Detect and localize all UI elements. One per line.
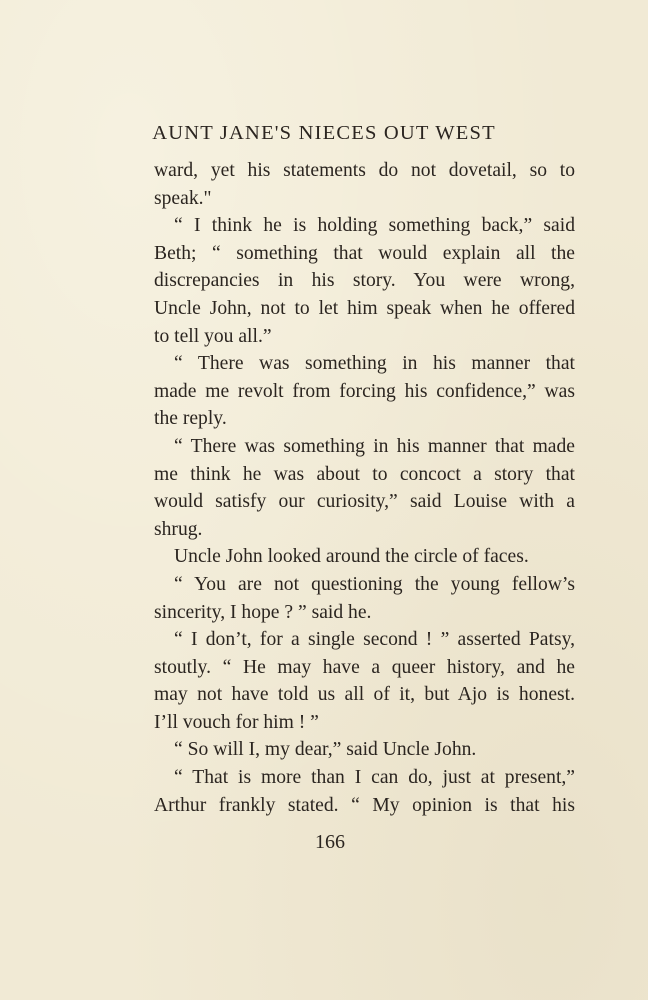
text-line: to tell you all.” [154,325,272,347]
text-line: the reply. [154,408,227,430]
running-head: AUNT JANE'S NIECES OUT WEST [152,122,496,144]
text-line: sincerity, I hope ? ” said he. [154,601,372,623]
text-line: Arthur frankly stated. “ My opinion is that his [154,794,575,816]
body-text [154,157,575,819]
text-line: “ You are not questioning the young fellow’s [174,573,575,595]
text-line: “ So will I, my dear,” said Uncle John. [174,739,477,761]
text-line: made me revolt from forcing his confidence,” was [154,380,575,402]
text-line: “ I think he is holding something back,” said [174,215,575,237]
text-line: may not have told us all of it, but Ajo is honest. [154,684,575,706]
text-line: I’ll vouch for him ! ” [154,711,319,733]
text-line: me think he was about to concoct a story that [154,463,575,485]
text-line: would satisfy our curiosity,” said Louise with a [154,491,575,513]
page-number: 166 [315,831,345,853]
text-line: Uncle John, not to let him speak when he offered [154,297,575,319]
text-line: “ There was something in his manner that [174,353,575,375]
text-line: “ That is more than I can do, just at present,” [174,767,575,789]
text-line: Uncle John looked around the circle of faces. [174,546,529,568]
text-line: shrug. [154,518,203,540]
text-line: ward, yet his statements do not dovetail, so to [154,160,575,181]
text-line: discrepancies in his story. You were wrong, [154,270,575,292]
text-line: stoutly. “ He may have a queer history, and he [154,656,575,678]
text-line: “ There was something in his manner that made [174,435,575,457]
text-line: Beth; “ something that would explain all the [154,242,575,264]
text-line: “ I don’t, for a single second ! ” asserted Patsy, [174,629,575,651]
text-line: speak." [154,187,212,209]
